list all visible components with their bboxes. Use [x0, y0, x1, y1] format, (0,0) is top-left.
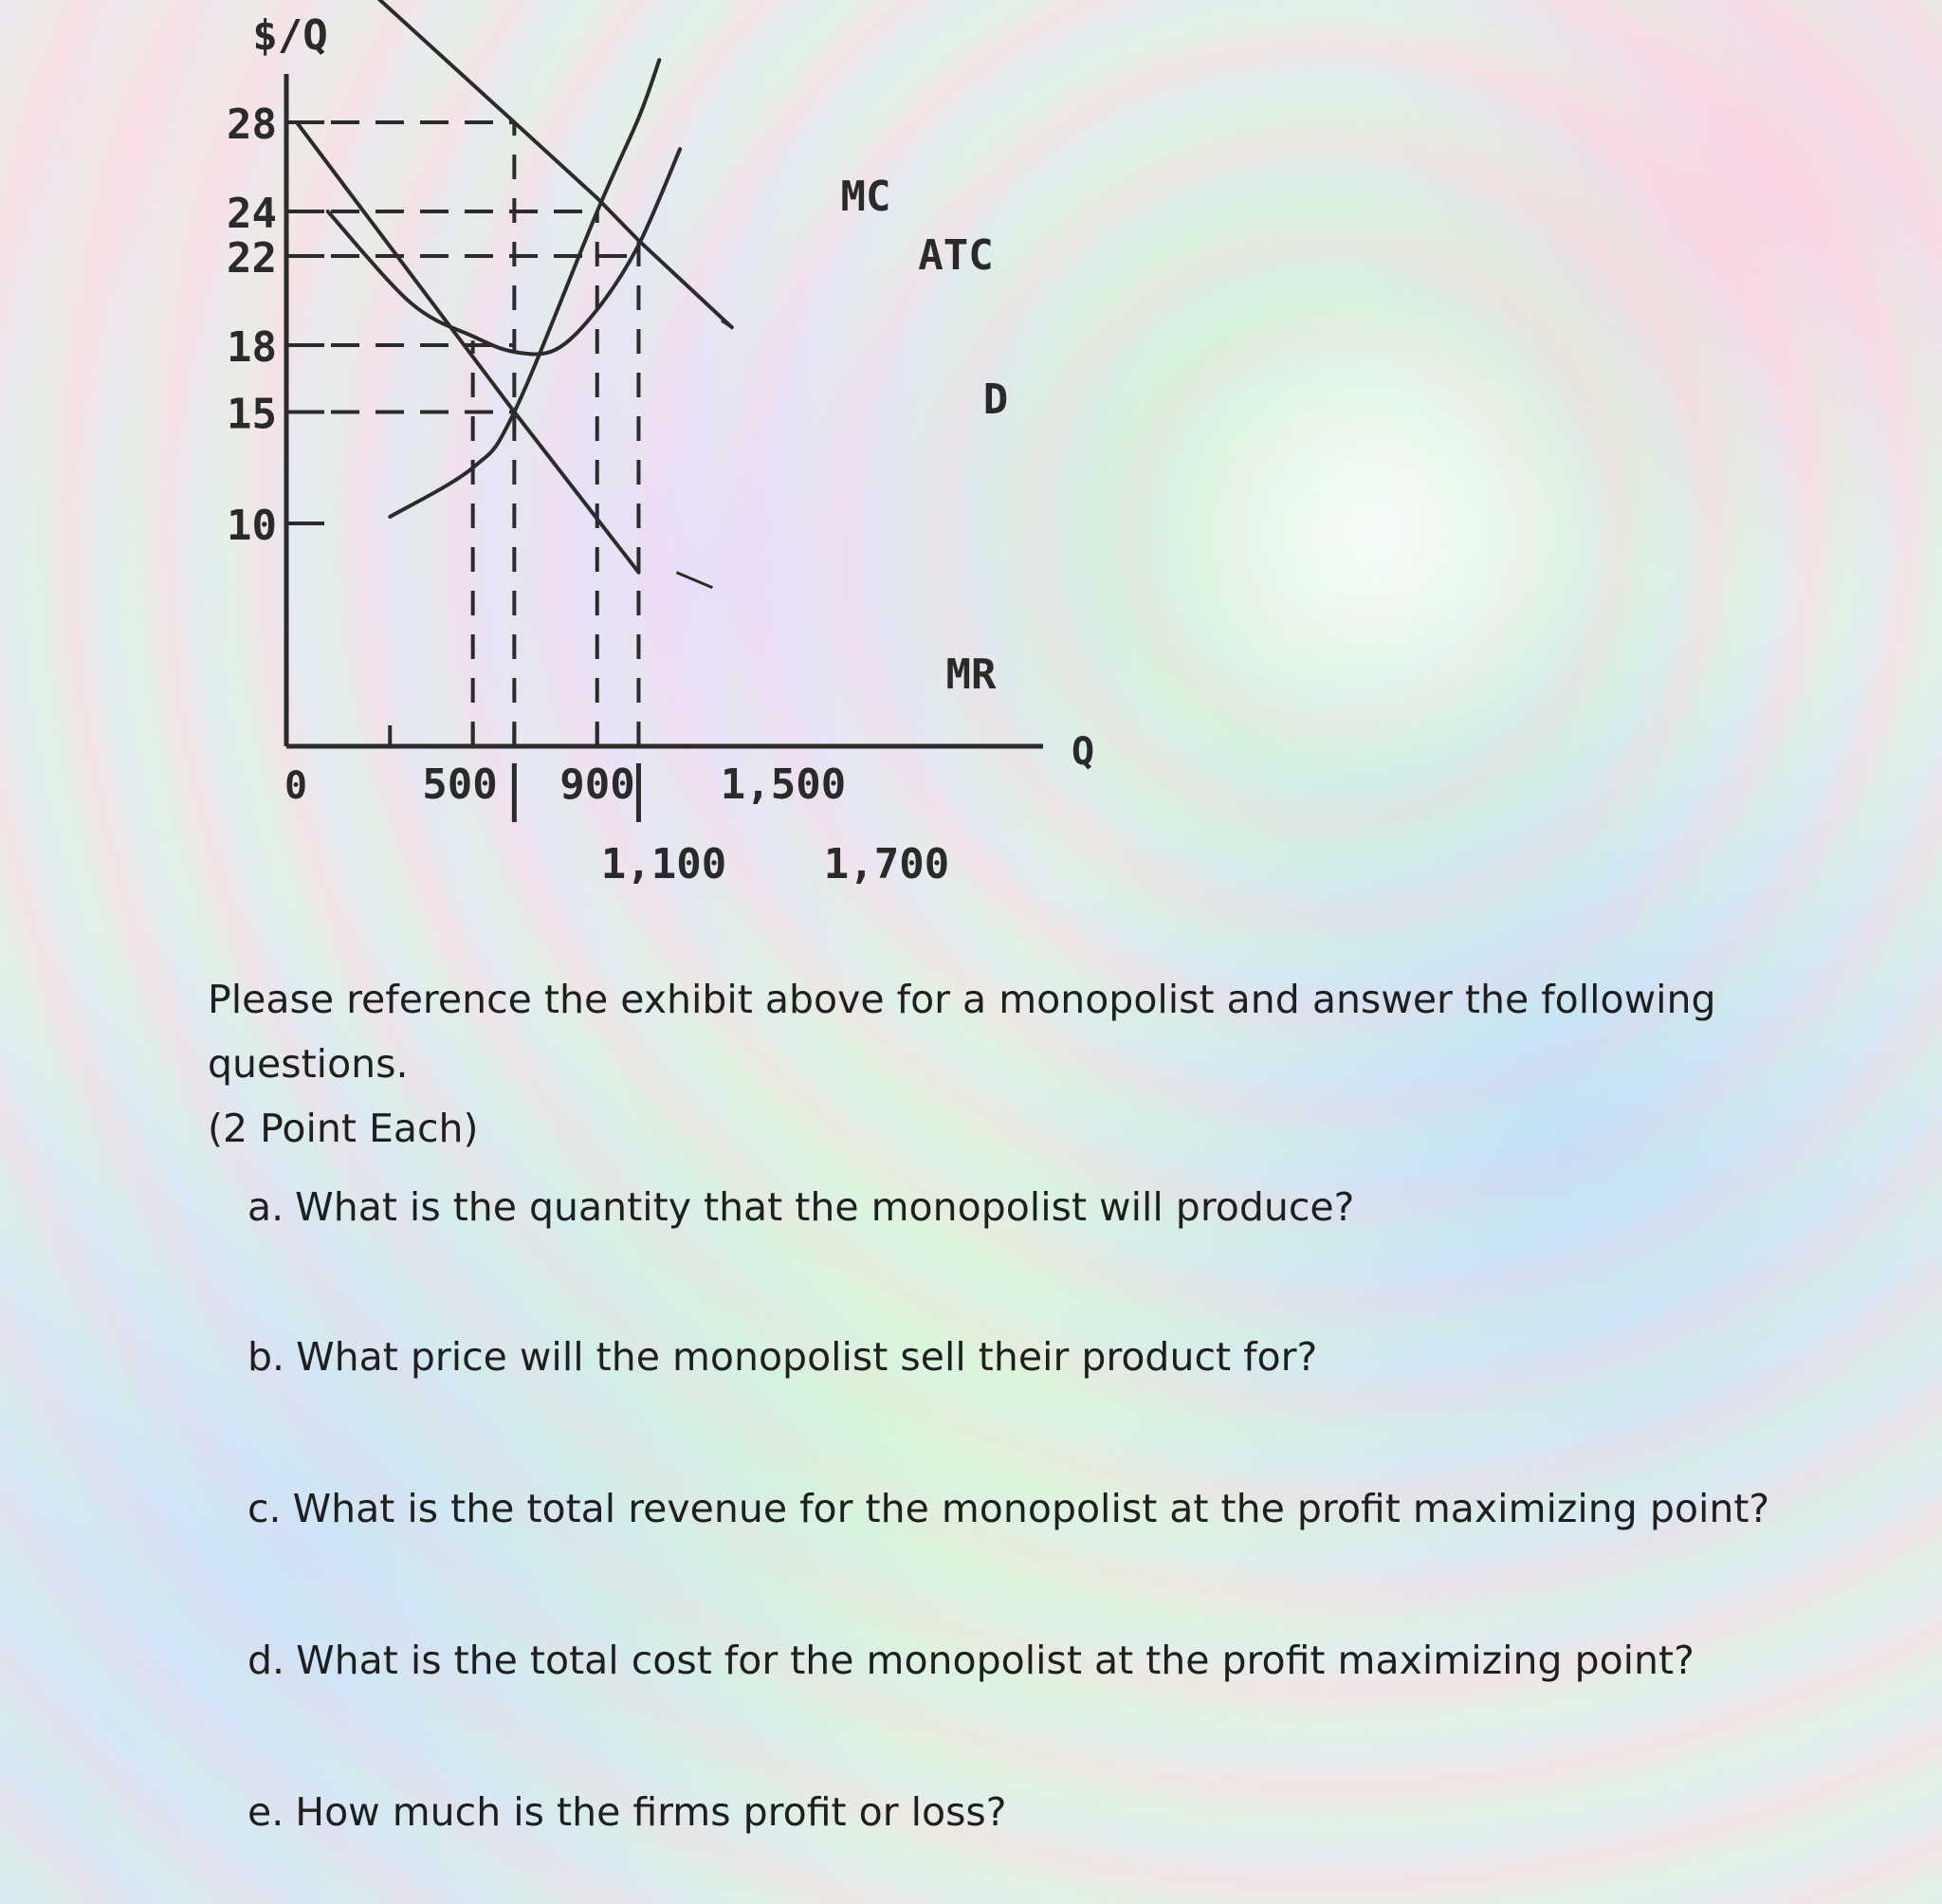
- curve-label-atc: ATC: [918, 231, 994, 280]
- y-tick-label: 28: [227, 101, 277, 149]
- question-d: [247, 1637, 1695, 1684]
- dashed-guides: [286, 122, 638, 746]
- x-tick-label: 900: [559, 760, 635, 809]
- monopoly-chart: [0, 0, 1138, 910]
- y-tick-label: 24: [227, 190, 277, 238]
- y-tick-labels: [227, 101, 277, 550]
- x-axis-label: Q: [1071, 730, 1095, 774]
- question-letter: a.: [247, 1184, 284, 1230]
- mr-label-leader: [676, 573, 712, 588]
- question-c: [247, 1485, 1769, 1532]
- x-tick-label: 1,500: [720, 760, 847, 809]
- y-tick-label: 15: [227, 390, 277, 439]
- question-b: [247, 1333, 1317, 1381]
- question-text: What price will the monopolist sell their product for?: [296, 1334, 1318, 1380]
- y-tick-label: 18: [227, 323, 277, 372]
- question-text: How much is the firms profit or loss?: [295, 1789, 1007, 1835]
- question-intro: Please reference the exhibit above for a monopolist and answer the following questions.: [208, 977, 1716, 1087]
- origin-label: 0: [284, 764, 308, 808]
- question-text: What is the total revenue for the monopolist at the profit maximizing point?: [292, 1486, 1770, 1531]
- question-letter: e.: [247, 1789, 284, 1835]
- y-axis-label: $/Q: [252, 11, 328, 60]
- x-tick-label: 1,100: [600, 840, 727, 888]
- x-tick-label: 1,700: [823, 840, 950, 888]
- y-tick-label: 10: [227, 502, 277, 550]
- question-letter: b.: [247, 1334, 285, 1380]
- curve-atc: [328, 149, 680, 354]
- question-e: [247, 1788, 1007, 1836]
- y-tick-label: 22: [227, 234, 277, 283]
- x-tick-labels: [284, 760, 949, 888]
- curve-mc: [390, 60, 659, 517]
- question-block: [208, 967, 1820, 1835]
- question-letter: c.: [247, 1486, 282, 1531]
- question-a: [247, 1183, 1354, 1231]
- curve-label-mc: MC: [840, 173, 891, 221]
- curve-labels: [252, 11, 1094, 774]
- question-letter: d.: [247, 1638, 285, 1683]
- curve-label-d: D: [982, 375, 1009, 424]
- x-tick-label: 500: [422, 760, 498, 809]
- question-text: What is the total cost for the monopolist at the profit maximizing point?: [296, 1638, 1695, 1683]
- question-text: What is the quantity that the monopolist will produce?: [295, 1184, 1355, 1230]
- point-value: (2 Point Each): [208, 1106, 479, 1151]
- curve-label-mr: MR: [945, 650, 997, 699]
